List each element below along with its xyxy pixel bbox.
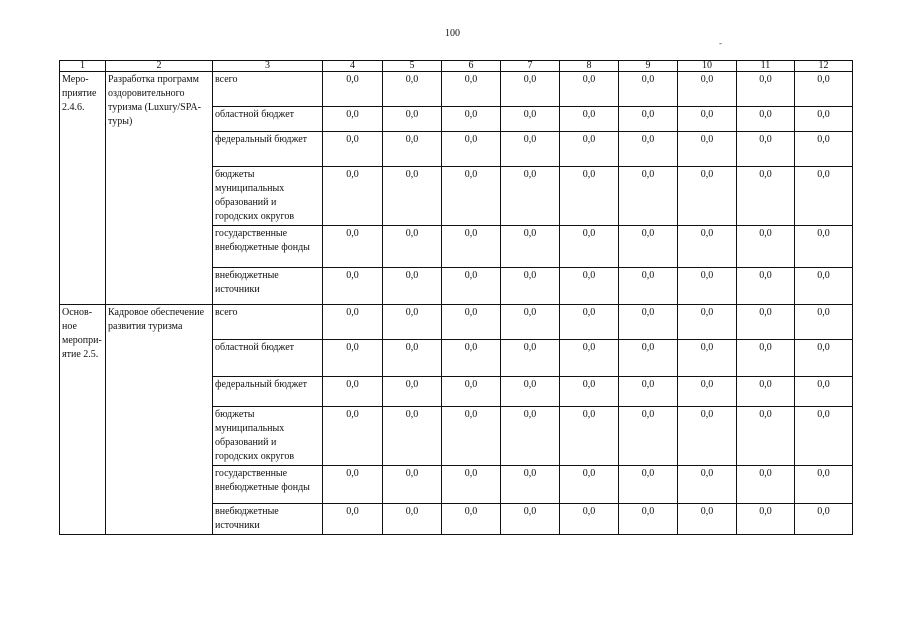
value-cell: 0,0	[619, 466, 678, 504]
value-cell: 0,0	[795, 466, 853, 504]
value-cell: 0,0	[501, 268, 560, 305]
value-cell: 0,0	[795, 268, 853, 305]
value-cell: 0,0	[678, 377, 737, 407]
value-cell: 0,0	[678, 107, 737, 132]
value-cell: 0,0	[323, 340, 383, 377]
value-cell: 0,0	[737, 407, 795, 466]
value-cell: 0,0	[795, 504, 853, 535]
value-cell: 0,0	[323, 407, 383, 466]
value-cell: 0,0	[442, 72, 501, 107]
column-number: 6	[442, 61, 501, 72]
value-cell: 0,0	[560, 167, 619, 226]
value-cell: 0,0	[678, 340, 737, 377]
value-cell: 0,0	[619, 268, 678, 305]
value-cell: 0,0	[383, 466, 442, 504]
value-cell: 0,0	[737, 226, 795, 268]
column-number: 1	[60, 61, 106, 72]
value-cell: 0,0	[323, 305, 383, 340]
value-cell: 0,0	[737, 268, 795, 305]
value-cell: 0,0	[442, 268, 501, 305]
value-cell: 0,0	[442, 340, 501, 377]
value-cell: 0,0	[795, 226, 853, 268]
value-cell: 0,0	[795, 377, 853, 407]
column-number: 3	[213, 61, 323, 72]
value-cell: 0,0	[442, 107, 501, 132]
value-cell: 0,0	[795, 305, 853, 340]
value-cell: 0,0	[560, 132, 619, 167]
funding-source: федеральный бюджет	[213, 132, 323, 167]
budget-table	[59, 60, 853, 535]
value-cell: 0,0	[442, 226, 501, 268]
value-cell: 0,0	[737, 132, 795, 167]
value-cell: 0,0	[737, 340, 795, 377]
value-cell: 0,0	[323, 377, 383, 407]
value-cell: 0,0	[501, 226, 560, 268]
value-cell: 0,0	[501, 72, 560, 107]
activity-name: Кадровое обеспечение развития туризма	[106, 305, 213, 535]
value-cell: 0,0	[795, 167, 853, 226]
value-cell: 0,0	[501, 132, 560, 167]
value-cell: 0,0	[619, 377, 678, 407]
funding-source: всего	[213, 305, 323, 340]
value-cell: 0,0	[383, 132, 442, 167]
value-cell: 0,0	[678, 167, 737, 226]
value-cell: 0,0	[501, 407, 560, 466]
value-cell: 0,0	[737, 305, 795, 340]
funding-source: областной бюджет	[213, 340, 323, 377]
table-body	[60, 61, 853, 535]
funding-source: областной бюджет	[213, 107, 323, 132]
value-cell: 0,0	[383, 377, 442, 407]
column-number: 2	[106, 61, 213, 72]
value-cell: 0,0	[619, 107, 678, 132]
value-cell: 0,0	[737, 107, 795, 132]
value-cell: 0,0	[323, 226, 383, 268]
value-cell: 0,0	[501, 107, 560, 132]
value-cell: 0,0	[383, 268, 442, 305]
value-cell: 0,0	[737, 466, 795, 504]
column-number: 9	[619, 61, 678, 72]
value-cell: 0,0	[795, 407, 853, 466]
column-number: 5	[383, 61, 442, 72]
value-cell: 0,0	[442, 466, 501, 504]
funding-source: государственные внебюджетные фонды	[213, 466, 323, 504]
value-cell: 0,0	[619, 504, 678, 535]
value-cell: 0,0	[442, 377, 501, 407]
value-cell: 0,0	[560, 466, 619, 504]
value-cell: 0,0	[323, 504, 383, 535]
value-cell: 0,0	[678, 305, 737, 340]
value-cell: 0,0	[619, 72, 678, 107]
value-cell: 0,0	[501, 305, 560, 340]
value-cell: 0,0	[383, 504, 442, 535]
value-cell: 0,0	[323, 268, 383, 305]
value-cell: 0,0	[619, 407, 678, 466]
funding-source: бюджеты муниципальных образований и городских округов	[213, 407, 323, 466]
value-cell: 0,0	[678, 466, 737, 504]
funding-source: всего	[213, 72, 323, 107]
value-cell: 0,0	[737, 167, 795, 226]
funding-source: внебюджетные источники	[213, 268, 323, 305]
value-cell: 0,0	[383, 107, 442, 132]
value-cell: 0,0	[383, 167, 442, 226]
column-number: 11	[737, 61, 795, 72]
funding-source: государственные внебюджетные фонды	[213, 226, 323, 268]
activity-code: Меро-приятие 2.4.6.	[60, 72, 106, 305]
value-cell: 0,0	[323, 466, 383, 504]
value-cell: 0,0	[560, 407, 619, 466]
value-cell: 0,0	[678, 504, 737, 535]
value-cell: 0,0	[678, 132, 737, 167]
value-cell: 0,0	[678, 72, 737, 107]
column-number: 7	[501, 61, 560, 72]
value-cell: 0,0	[323, 107, 383, 132]
table-row	[60, 72, 853, 107]
page-number: 100	[445, 28, 460, 39]
value-cell: 0,0	[795, 132, 853, 167]
value-cell: 0,0	[619, 340, 678, 377]
value-cell: 0,0	[619, 132, 678, 167]
value-cell: 0,0	[383, 305, 442, 340]
value-cell: 0,0	[560, 504, 619, 535]
value-cell: 0,0	[678, 268, 737, 305]
value-cell: 0,0	[442, 504, 501, 535]
value-cell: 0,0	[442, 132, 501, 167]
value-cell: 0,0	[560, 305, 619, 340]
value-cell: 0,0	[619, 167, 678, 226]
value-cell: 0,0	[323, 167, 383, 226]
funding-source: федеральный бюджет	[213, 377, 323, 407]
value-cell: 0,0	[560, 377, 619, 407]
value-cell: 0,0	[737, 504, 795, 535]
value-cell: 0,0	[795, 72, 853, 107]
activity-code: Основ-ное меропри-ятие 2.5.	[60, 305, 106, 535]
column-number: 8	[560, 61, 619, 72]
value-cell: 0,0	[560, 340, 619, 377]
value-cell: 0,0	[737, 377, 795, 407]
column-number-row	[60, 61, 853, 72]
value-cell: 0,0	[795, 107, 853, 132]
value-cell: 0,0	[501, 504, 560, 535]
value-cell: 0,0	[501, 340, 560, 377]
value-cell: 0,0	[501, 466, 560, 504]
value-cell: 0,0	[560, 107, 619, 132]
value-cell: 0,0	[442, 167, 501, 226]
value-cell: 0,0	[383, 340, 442, 377]
value-cell: 0,0	[619, 305, 678, 340]
value-cell: 0,0	[383, 226, 442, 268]
value-cell: 0,0	[560, 226, 619, 268]
value-cell: 0,0	[383, 72, 442, 107]
table-row	[60, 305, 853, 340]
value-cell: 0,0	[501, 167, 560, 226]
value-cell: 0,0	[737, 72, 795, 107]
value-cell: 0,0	[442, 305, 501, 340]
funding-source: бюджеты муниципальных образований и городских округов	[213, 167, 323, 226]
column-number: 12	[795, 61, 853, 72]
value-cell: 0,0	[323, 72, 383, 107]
value-cell: 0,0	[560, 268, 619, 305]
value-cell: 0,0	[795, 340, 853, 377]
value-cell: 0,0	[678, 407, 737, 466]
column-number: 10	[678, 61, 737, 72]
value-cell: 0,0	[501, 377, 560, 407]
value-cell: 0,0	[383, 407, 442, 466]
value-cell: 0,0	[442, 407, 501, 466]
column-number: 4	[323, 61, 383, 72]
value-cell: 0,0	[323, 132, 383, 167]
scan-mark: -	[719, 38, 722, 48]
value-cell: 0,0	[560, 72, 619, 107]
value-cell: 0,0	[678, 226, 737, 268]
activity-name: Разработка программ оздоровительного туризма (Luxury/SPA-туры)	[106, 72, 213, 305]
value-cell: 0,0	[619, 226, 678, 268]
funding-source: внебюджетные источники	[213, 504, 323, 535]
